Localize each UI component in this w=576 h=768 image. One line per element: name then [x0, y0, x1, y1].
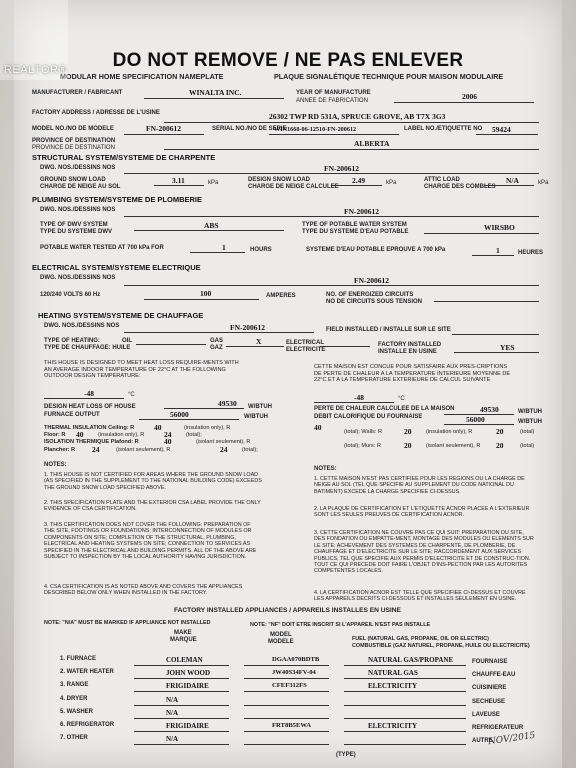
appliance-model: JW40S34FV-04	[272, 669, 316, 677]
heat-loss-label-fr: PERTE DE CHALEUR CALCULEE DE LA MAISON	[314, 406, 455, 412]
heating-dwg-label: DWG. NOS./DESSINS NOS	[44, 323, 120, 329]
furnace-output-unit-fr: W/BTUH	[518, 419, 542, 425]
note-fr-4: 4. LA CERTIFICATION ACNOR EST TELLE QUE SPECIFIEE CI-DESSUS ET COUVRE LES APPAREILS DECRITS CI-DESSOUS ET INSTALLES SEULEMENT EN USINE.	[314, 590, 526, 603]
floor-value: 40	[76, 430, 84, 439]
heating-dwg-value: FN-200612	[230, 323, 265, 332]
isolation-walls: 20	[404, 441, 412, 450]
appliance-make: JOHN WOOD	[166, 669, 211, 678]
appliance-make: N/A	[166, 708, 179, 717]
isolation-walls-total: 20	[496, 441, 504, 450]
plancher-note: (isolant seulement), R	[116, 447, 171, 453]
handwritten-date: NOV/2015	[487, 730, 536, 748]
outdoor-temp-unit-en: °C	[128, 392, 135, 398]
appliance-make: FRIGIDAIRE	[166, 682, 209, 691]
model-col-label-fr: MODELE	[268, 639, 294, 645]
isolation-ceiling: 40	[164, 437, 172, 446]
structural-heading: STRUCTURAL SYSTEM/SYSTEME DE CHARPENTE	[32, 153, 216, 162]
page-title: DO NOT REMOVE / NE PAS ENLEVER	[112, 50, 464, 71]
model-col-label: MODEL	[270, 632, 292, 638]
appliances-note-fr: NOTE: "NF" DOIT ETRE INSCRIT SI L'APPAREIL N'EST PAS INSTALLE	[250, 622, 431, 628]
oil-label: OIL	[122, 338, 132, 344]
furnace-output-label-fr: DEBIT CALORIFIQUE DU FOURNAISE	[314, 414, 423, 420]
manufacturer-value: WINALTA INC.	[189, 88, 242, 97]
note-fr-2: 2. LA PLAQUE DE CERTIFICATION ET L'ETIQUETTE ACNOR PLACEE A L'EXTERIEUR SONT LES SEULES PREUVES DE CERTIFICATION ACNOR.	[314, 506, 530, 519]
heat-loss-unit: W/BTUH	[248, 404, 272, 410]
heating-type-label-fr: TYPE DE CHAUFFAGE: HUILE	[44, 345, 131, 351]
note-fr-3: 3. CETTE CERTIFICATION NE COUVRE PAS CE QUI SUIT: PREPARATION DU SITE, DES FONDATION OU EMPATTE-MENT, MONTAGE DES MODULES OU ELEMENTS SUR LE SITE; ACHEVEMENT DES SYSTEMES DE CHARPENTE, DE PLOMBERIE, DE CHAUFFAGE ET D'ELECTRICITE SUR LE SITE; RACCORDEMENT AUX SERVICES PUBLICS, TEL QUE SPECIFIE AUX PERMIS D'ELECTRICITE ET DE CONSTRUC-TION. TOUT CE QUI PRECEDE DOIT FAIRE L'OBJET D'INS-PECTION PAR LES AUTORITES COMPETENTES LOCALES.	[314, 530, 534, 575]
furnace-output-value: 56000	[170, 410, 189, 419]
potable-value: WIRSBO	[484, 223, 515, 232]
isolation-total-label: (total)	[520, 443, 535, 449]
amps-label: AMPERES	[266, 293, 296, 299]
circuits-label-fr: NO DE CIRCUITS SOUS TENSION	[326, 299, 423, 305]
insulation-walls-total: 20	[496, 427, 504, 436]
floor-note: (insulation only), R	[98, 432, 145, 438]
appliance-fuel: NATURAL GAS	[368, 669, 418, 678]
note-en-3: 3. THIS CERTIFICATION DOES NOT COVER THE FOLLOWING: PREPARATION OF THE SITE, FOOTINGS OR FOUNDATIONS; INTERCONNECTION OF MODULES OR COMPONENTS ON SITE; COMPLETION OF THE STRUCTURAL, PLUMBING, ELECTRICAL AND HEATING SYSTEMS ON SITE; CONNECTION TO SERVICES AS SPECIFIED IN THE ELECTRICAL AND BUILDING PERMITS. ALL OF THE ABOVE ARE SUBJECT TO INSPECTION BY THE LOCAL AUTHORITY HAVING JURISDICTION.	[44, 522, 257, 560]
isolation-label: ISOLATION THERMIQUE Plafond: R	[44, 439, 139, 445]
electrical-dwg-label: DWG. NOS./DESSINS NOS	[40, 275, 116, 281]
note-en-4: 4. CSA CERTIFICATION IS AS NOTED ABOVE AND COVERS THE APPLIANCES DESCRIBED BELOW ONLY WHEN INSTALLED IN THE FACTORY.	[44, 584, 243, 597]
factory-label: FACTORY ADDRESS / ADRESSE DE L'USINE	[32, 110, 160, 116]
manufacturer-label: MANUFACTURER / FABRICANT	[32, 90, 123, 96]
note-en-2: 2. THIS SPECIFICATION PLATE AND THE EXTERIOR CSA LABEL PROVIDE THE ONLY EVIDENCE OF CSA CERTIFICATION.	[44, 500, 261, 513]
design-snow-label: DESIGN SNOW LOAD	[248, 177, 311, 183]
dwv-label: TYPE OF DWV SYSTEM	[40, 222, 108, 228]
potable-label-fr: TYPE DU SYSTEME D'EAU POTABLE	[302, 229, 409, 235]
appliances-heading: FACTORY INSTALLED APPLIANCES / APPAREILS INSTALLES EN USINE	[174, 607, 401, 614]
water-test-unit: HOURS	[250, 247, 272, 253]
insulation-ceiling: 40	[154, 423, 162, 432]
insulation-walls-label: (total); Walls: R	[344, 429, 383, 435]
appliance-label-fr: SECHEUSE	[472, 698, 506, 705]
appliance-fuel: NATURAL GAS/PROPANE	[368, 656, 454, 664]
plumbing-heading: PLUMBING SYSTEM/SYSTEME DE PLOMBERIE	[32, 195, 203, 204]
appliance-label-fr: LAVEUSE	[472, 711, 500, 718]
appliance-label-fr: CUISINIERE	[472, 685, 507, 692]
factory-value: 26302 TWP RD 531A, SPRUCE GROVE, AB T7X 3G3	[269, 112, 446, 121]
furnace-output-value-fr: 56000	[466, 415, 485, 424]
appliance-label: 7. OTHER	[60, 735, 88, 742]
label-no-value: 59424	[492, 125, 511, 134]
appliance-fuel: ELECTRICITY	[368, 682, 418, 691]
design-snow-label-fr: CHARGE DE NEIGE CALCULEE	[248, 184, 339, 190]
appliance-label: 6. REFRIGERATOR	[60, 722, 115, 728]
realtor-watermark	[0, 0, 68, 80]
insulation-note2: (insulation only), R	[426, 429, 473, 435]
note-en-1: 1. THIS HOUSE IS NOT CERTIFIED FOR AREAS WHERE THE GROUND SNOW LOAD (AS SPECIFIED IN THE SUPPLEMENT TO THE NATIONAL BUILDING CODE) EXCEEDS THE GROUND SNOW LOAD SPECIFIED ABOVE.	[44, 472, 262, 491]
fuel-label-fr: COMBUSTIBLE (GAZ NATUREL, PROPANE, HUILE OU ELECTRICITE)	[352, 643, 530, 649]
isolation-walls-label: (total); Murs: R	[344, 443, 381, 449]
appliance-model: DGAA070BDTB	[272, 656, 320, 663]
insulation-label: THERMAL INSULATION Ceiling: R	[44, 425, 135, 431]
electrical-type-label: ELECTRICAL	[286, 340, 324, 346]
appliance-label-fr: AUTRE	[472, 738, 493, 745]
water-test-label-fr: SYSTEME D'EAU POTABLE EPROUVE A 700 kPa	[306, 247, 446, 253]
nameplate-sheet	[14, 0, 562, 768]
attic-load-label-fr: CHARGE DES COMBLES	[424, 184, 496, 190]
appliance-model: FRT8B5EWA	[272, 722, 311, 729]
make-label: MAKE	[174, 630, 192, 636]
circuits-label: NO. OF ENERGIZED CIRCUITS	[326, 292, 414, 298]
heat-loss-value-fr: 49530	[480, 405, 499, 414]
appliances-note-en: NOTE: "N/A" MUST BE MARKED IF APPLIANCE NOT INSTALLED	[44, 620, 211, 626]
furnace-output-label: FURNACE OUTPUT	[44, 412, 100, 418]
subtitle-fr: PLAQUE SIGNALÉTIQUE TECHNIQUE POUR MAISON MODULAIRE	[274, 72, 504, 81]
appliance-label: 5. WASHER	[60, 708, 94, 715]
water-test-label: POTABLE WATER TESTED AT 700 kPa FOR	[40, 245, 164, 251]
appliance-label: 2. WATER HEATER	[60, 669, 114, 676]
water-test-unit-fr: HEURES	[518, 250, 544, 256]
appliance-label: 3. RANGE	[60, 682, 89, 689]
province-value: ALBERTA	[354, 139, 390, 148]
factory-installed-label-fr: INSTALLE EN USINE	[378, 349, 437, 355]
plancher-label: Plancher: R	[44, 447, 76, 453]
design-note-fr: CETTE MAISON EST CONCUE POUR SATISFAIRE AUX PRES-CRIPTIONS DE PERTE DE CHALEUR A LA TEMPERATURE INTERIEURE MOYENNE DE 22°C ET A LA TEMPERATURE EXTERIEURE DE CALCUL SUIVANTE	[314, 364, 511, 384]
water-test-value: 1	[222, 243, 226, 252]
electricite-label: ELECTRICITE	[286, 347, 326, 353]
amps-value: 100	[200, 289, 212, 298]
serial-value: WIN1668-06-12510-FN-200612	[274, 126, 357, 133]
ground-snow-unit: kPa	[208, 180, 219, 186]
insulation-total-label: (total)	[520, 429, 535, 435]
appliance-label-fr: REFRIGERATEUR	[472, 725, 524, 731]
subtitle-en: MODULAR HOME SPECIFICATION NAMEPLATE	[60, 72, 224, 81]
year-value: 2006	[462, 92, 477, 101]
design-snow-unit: kPa	[386, 180, 397, 186]
appliance-label: 4. DRYER	[60, 695, 88, 702]
outdoor-temp-fr: -48	[354, 393, 364, 402]
water-test-value-fr: 1	[496, 246, 500, 255]
plancher-value: 24	[92, 445, 100, 454]
ground-snow-label: GROUND SNOW LOAD	[40, 177, 106, 183]
serial-label: SERIAL NO./NO DE SERIE	[212, 126, 287, 132]
insulation-walls: 20	[404, 427, 412, 436]
isolation-note: (isolant seulement), R	[196, 439, 251, 445]
attic-load-unit: kPa	[538, 180, 549, 186]
label-no-label: LABEL NO./ETIQUETTE NO	[404, 126, 483, 132]
appliance-make: N/A	[166, 695, 179, 704]
design-note-en: THIS HOUSE IS DESIGNED TO MEET HEAT LOSS REQUIRE-MENTS WITH AN AVERAGE INDOOR TEMPERATURE OF 22°C AT THE FOLLOWING OUTDOOR DESIGN TEMPERATURE:	[44, 360, 239, 380]
model-value: FN-200612	[146, 124, 181, 133]
province-label-fr: PROVINCE DE DESTINATION	[32, 145, 115, 151]
heat-loss-value: 49530	[218, 399, 237, 408]
plumbing-dwg-label: DWG. NOS./DESSINS NOS	[40, 207, 116, 213]
attic-load-value: N/A	[506, 176, 519, 185]
insulation-note: (insulation only), R	[184, 425, 231, 431]
structural-dwg-value: FN-200612	[324, 164, 359, 173]
model-label: MODEL NO./NO DE MODELE	[32, 126, 114, 132]
year-label: YEAR OF MANUFACTURE	[296, 90, 371, 96]
notes-heading-fr: NOTES:	[314, 466, 337, 472]
ground-snow-label-fr: CHARGE DE NEIGE AU SOL	[40, 184, 121, 190]
year-label-fr: ANNEE DE FABRICATION	[296, 98, 368, 104]
ground-snow-value: 3.11	[172, 176, 185, 185]
appliance-make: COLEMAN	[166, 656, 203, 664]
heat-loss-label: DESIGN HEAT LOSS OF HOUSE	[44, 404, 136, 410]
plancher-total: 24	[220, 445, 228, 454]
type-label: (TYPE)	[336, 752, 356, 758]
dwv-value: ABS	[204, 221, 219, 230]
appliance-label-fr: CHAUFFE-EAU	[472, 672, 516, 679]
factory-installed-label: FACTORY INSTALLED	[378, 342, 442, 348]
structural-dwg-label: DWG. NOS./DESSINS NOS	[40, 165, 116, 171]
design-snow-value: 2.49	[352, 176, 366, 185]
heat-loss-unit-fr: W/BTUH	[518, 409, 542, 415]
outdoor-temp-en: -48	[84, 389, 94, 398]
insulation-ceiling-total: 40	[314, 423, 322, 432]
appliance-label-fr: FOURNAISE	[472, 659, 508, 665]
electrical-dwg-value: FN-200612	[354, 276, 389, 285]
heating-heading: HEATING SYSTEM/SYSTEME DE CHAUFFAGE	[38, 311, 204, 320]
furnace-output-unit: W/BTUH	[244, 414, 268, 420]
floor-total-label: (total);	[186, 432, 202, 438]
electrical-heading: ELECTRICAL SYSTEM/SYSTEME ELECTRIQUE	[32, 263, 201, 272]
appliance-make: N/A	[166, 735, 179, 744]
fuel-label: FUEL (NATURAL GAS, PROPANE, OIL OR ELECTRIC)	[352, 636, 489, 642]
floor-total: 24	[164, 430, 172, 439]
factory-installed-value: YES	[500, 343, 515, 352]
plumbing-dwg-value: FN-200612	[344, 207, 379, 216]
heating-type-label: TYPE OF HEATING:	[44, 338, 100, 344]
watermark-text: REALTOR®	[4, 64, 68, 76]
notes-heading-en: NOTES:	[44, 462, 67, 468]
potable-label: TYPE OF POTABLE WATER SYSTEM	[302, 222, 407, 228]
outdoor-temp-unit-fr: °C	[398, 396, 405, 402]
appliance-fuel: ELECTRICITY	[368, 722, 418, 730]
isolation-note2: (isolant seulement), R	[426, 443, 481, 449]
make-label-fr: MARQUE	[170, 637, 197, 643]
dwv-label-fr: TYPE DU SYSTEME DWV	[40, 229, 113, 235]
province-label: PROVINCE OF DESTINATION	[32, 138, 116, 144]
floor-label: Floor: R	[44, 432, 66, 438]
appliance-model: CFEF312FS	[272, 682, 307, 690]
appliance-label: 1. FURNACE	[60, 656, 97, 662]
note-fr-1: 1. CETTE MAISON N'EST PAS CERTIFIEE POUR LES REGIONS OU LA CHARGE DE NEIGE AU SOL (TEL QUE SPECIFIE AU SUPPLEMENT DU CODE NATIONAL DU BATIMENT) EXCEDE LA CHARGE SPECIFIEE CI-DESSUS.	[314, 476, 525, 495]
gaz-label: GAZ	[210, 345, 223, 351]
gas-mark: X	[256, 337, 262, 346]
plancher-total-label: (total);	[242, 447, 258, 453]
appliance-make: FRIGIDAIRE	[166, 722, 209, 730]
volts-label: 120/240 VOLTS 60 Hz	[40, 292, 101, 298]
gas-label: GAS	[210, 338, 224, 344]
field-installed-label: FIELD INSTALLED / INSTALLE SUR LE SITE	[326, 327, 451, 333]
attic-load-label: ATTIC LOAD	[424, 177, 460, 183]
